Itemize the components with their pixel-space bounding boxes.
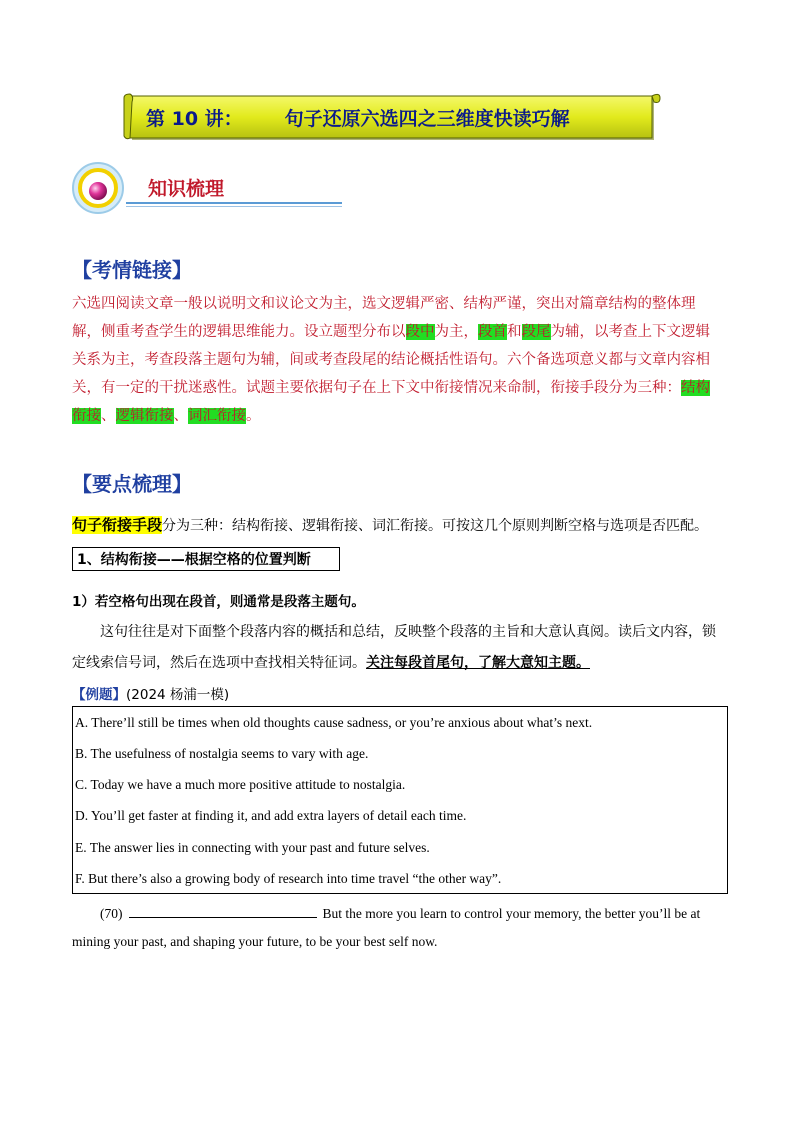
intro-line [72, 514, 708, 535]
point-one: 1）若空格句出现在段首，则通常是段落主题句。 [72, 594, 365, 610]
text-run: 六选四阅读文章一般以说明文和议论文为主，选文逻辑严密、结构严谨，突出对篇章结构的整体理解，侧重考查学生的逻辑思维能力。设立题型分布以 [72, 296, 696, 340]
highlight-mid: 段中 [405, 324, 435, 340]
option-e: E. The answer lies in connecting with your past and future selves. [75, 840, 430, 855]
lecture-title: 句子还原六选四之三维度快读巧解 [284, 108, 570, 130]
knowledge-heading [70, 162, 280, 214]
highlight-cohesion: 句子衔接手段 [72, 516, 163, 534]
text-run: 。 [246, 408, 261, 424]
example-source: (2024 杨浦一模) [126, 687, 230, 703]
highlight-vocab: 词汇衔接 [188, 408, 246, 424]
highlight-logic: 逻辑衔接 [115, 408, 174, 424]
text-run: 和 [507, 324, 522, 340]
highlight-end: 段尾 [521, 324, 551, 340]
divider [126, 202, 342, 204]
text-run: But the more you learn to control your memory, the better you’ll be at [322, 906, 701, 921]
exam-paragraph [72, 290, 724, 430]
highlight-start: 段首 [478, 324, 507, 340]
question-line-1 [100, 903, 700, 922]
highlight-structure: 结构衔接 [72, 380, 710, 424]
text-run: 分为三种：结构衔接、逻辑衔接、词汇衔接。可按这几个原则判断空格与选项是否匹配。 [162, 518, 709, 534]
boxed-subheading: 1、结构衔接——根据空格的位置判断 [72, 547, 340, 571]
question-number: (70) [100, 906, 123, 921]
option-a: A. There’ll still be times when old thoughts cause sadness, or you’re anxious about what’s next. [75, 715, 593, 730]
knowledge-title: 知识梳理 [148, 178, 225, 200]
circle-badge-icon [70, 162, 130, 214]
explain-line-2 [72, 652, 590, 672]
title-banner [122, 92, 662, 144]
divider [126, 206, 342, 207]
option-c: C. Today we have a much more positive attitude to nostalgia. [75, 777, 406, 792]
text-run: 定线索信号词，然后在选项中查找相关特征词。 [72, 655, 366, 671]
question-line-2: mining your past, and shaping your future, to be your best self now. [72, 934, 438, 949]
answer-blank[interactable] [129, 903, 317, 918]
options-box [72, 706, 728, 894]
section-heading-exam: 【考情链接】 [72, 258, 192, 282]
text-run: 、 [101, 408, 116, 424]
section-heading-key-points: 【要点梳理】 [72, 472, 192, 496]
underlined-tip: 关注每段首尾句，了解大意知主题。 [366, 655, 590, 671]
explain-line-1: 这句往往是对下面整个段落内容的概括和总结，反映整个段落的主旨和大意认真阅。读后文内容，锁 [100, 624, 716, 640]
example-label: 【例题】 [72, 687, 126, 703]
text-run: 为辅，以考查上下文逻辑关系为主，考查段落主题句为辅，间或考查段尾的结论概括性语句。六个备选项意义都与文章内容相关，有一定的干扰迷惑性。试题主要依据句子在上下文中衔接情况来命制，衔接手段分为三种： [72, 324, 710, 396]
text-run: 、 [173, 408, 188, 424]
text-run: 为主， [434, 324, 478, 340]
option-b: B. The usefulness of nostalgia seems to vary with age. [75, 746, 369, 761]
lecture-number: 第 10 讲： [146, 108, 243, 130]
option-f: F. But there’s also a growing body of research into time travel “the other way”. [75, 871, 502, 886]
example-line [72, 683, 229, 703]
page-title [146, 104, 570, 131]
option-d: D. You’ll get faster at finding it, and add extra layers of detail each time. [75, 808, 467, 823]
